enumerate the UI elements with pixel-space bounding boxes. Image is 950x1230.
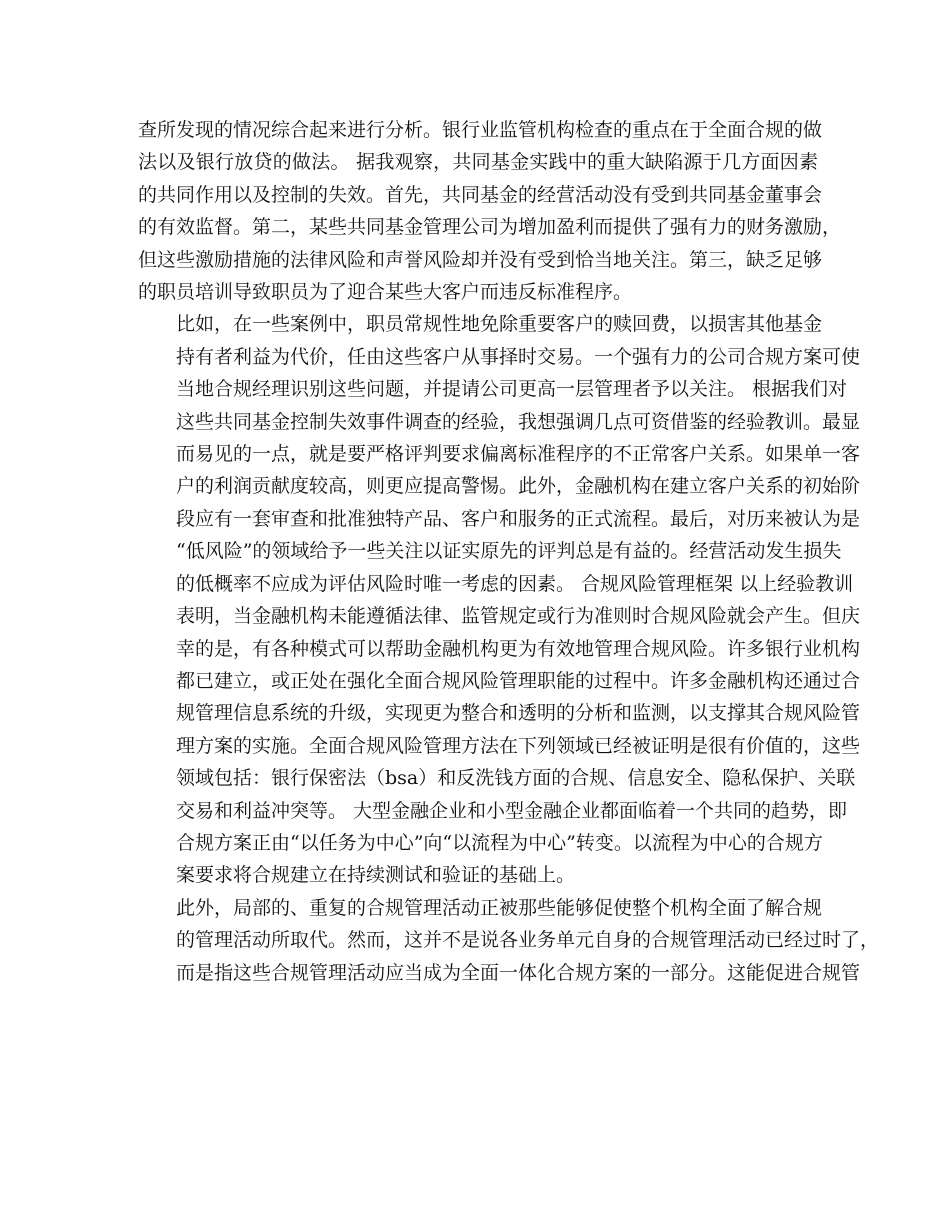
text-line: 合规方案正由“以任务为中心”向“以流程为中心”转变。以流程为中心的合规方 [176,831,823,854]
text-line: 的有效监督。第二，某些共同基金管理公司为增加盈利而提供了强有力的财务激励， [138,216,842,239]
text-line: 持有者利益为代价，任由这些客户从事择时交易。一个强有力的公司合规方案可使 [176,345,861,368]
text-line: 查所发现的情况综合起来进行分析。银行业监管机构检查的重点在于全面合规的做 [138,119,823,141]
text-line: 领域包括：银行保密法（bsa）和反洗钱方面的合规、信息安全、隐私保护、关联 [176,767,856,790]
text-line: 理方案的实施。全面合规风险管理方法在下列领域已经被证明是很有价值的，这些 [176,734,861,757]
text-line: “低风险”的领域给予一些关注以证实原先的评判总是有益的。经营活动发生损失 [176,540,842,563]
text-line: 法以及银行放贷的做法。 据我观察，共同基金实践中的重大缺陷源于几方面因素 [138,151,818,174]
text-line: 规管理信息系统的升级，实现更为整合和透明的分析和监测，以支撑其合规风险管 [176,702,861,725]
text-line: 而是指这些合规管理活动应当成为全面一体化合规方案的一部分。这能促进合规管 [176,961,861,984]
text-line: 此外，局部的、重复的合规管理活动正被那些能够促使整个机构全面了解合规 [176,896,823,919]
text-line: 表明，当金融机构未能遵循法律、监管规定或行为准则时合规风险就会产生。但庆 [176,605,861,628]
text-line: 的职员培训导致职员为了迎合某些大客户而违反标准程序。 [138,281,633,304]
text-line: 段应有一套审查和批准独特产品、客户和服务的正式流程。最后，对历来被认为是 [176,507,861,530]
text-line: 但这些激励措施的法律风险和声誉风险却并没有受到恰当地关注。第三，缺乏足够 [138,248,823,271]
text-line: 案要求将合规建立在持续测试和验证的基础上。 [176,864,576,887]
paragraph [138,114,842,308]
text-line: 的共同作用以及控制的失效。首先，共同基金的经营活动没有受到共同基金董事会 [138,183,823,206]
text-line: 的低概率不应成为评估风险时唯一考虑的因素。 合规风险管理框架 以上经验教训 [176,572,854,595]
text-line: 这些共同基金控制失效事件调查的经验，我想强调几点可资借鉴的经验教训。最显 [176,410,861,433]
paragraph [138,892,880,989]
text-line: 当地合规经理识别这些问题，并提请公司更高一层管理者予以关注。 根据我们对 [176,378,848,401]
text-line: 都已建立，或正处在强化全面合规风险管理职能的过程中。许多金融机构还通过合 [176,669,861,692]
text-line: 而易见的一点，就是要严格评判要求偏离标准程序的不正常客户关系。如果单一客 [176,443,861,466]
text-line: 的管理活动所取代。然而，这并不是说各业务单元自身的合规管理活动已经过时了， [176,929,880,952]
text-line: 户的利润贡献度较高，则更应提高警惕。此外，金融机构在建立客户关系的初始阶 [176,475,861,498]
text-line: 交易和利益冲突等。 大型金融企业和小型金融企业都面临着一个共同的趋势，即 [176,799,848,822]
text-line: 比如，在一些案例中，职员常规性地免除重要客户的赎回费，以损害其他基金 [176,313,823,336]
document-body [138,114,880,989]
paragraph [138,308,861,891]
text-line: 幸的是，有各种模式可以帮助金融机构更为有效地管理合规风险。许多银行业机构 [176,637,861,660]
